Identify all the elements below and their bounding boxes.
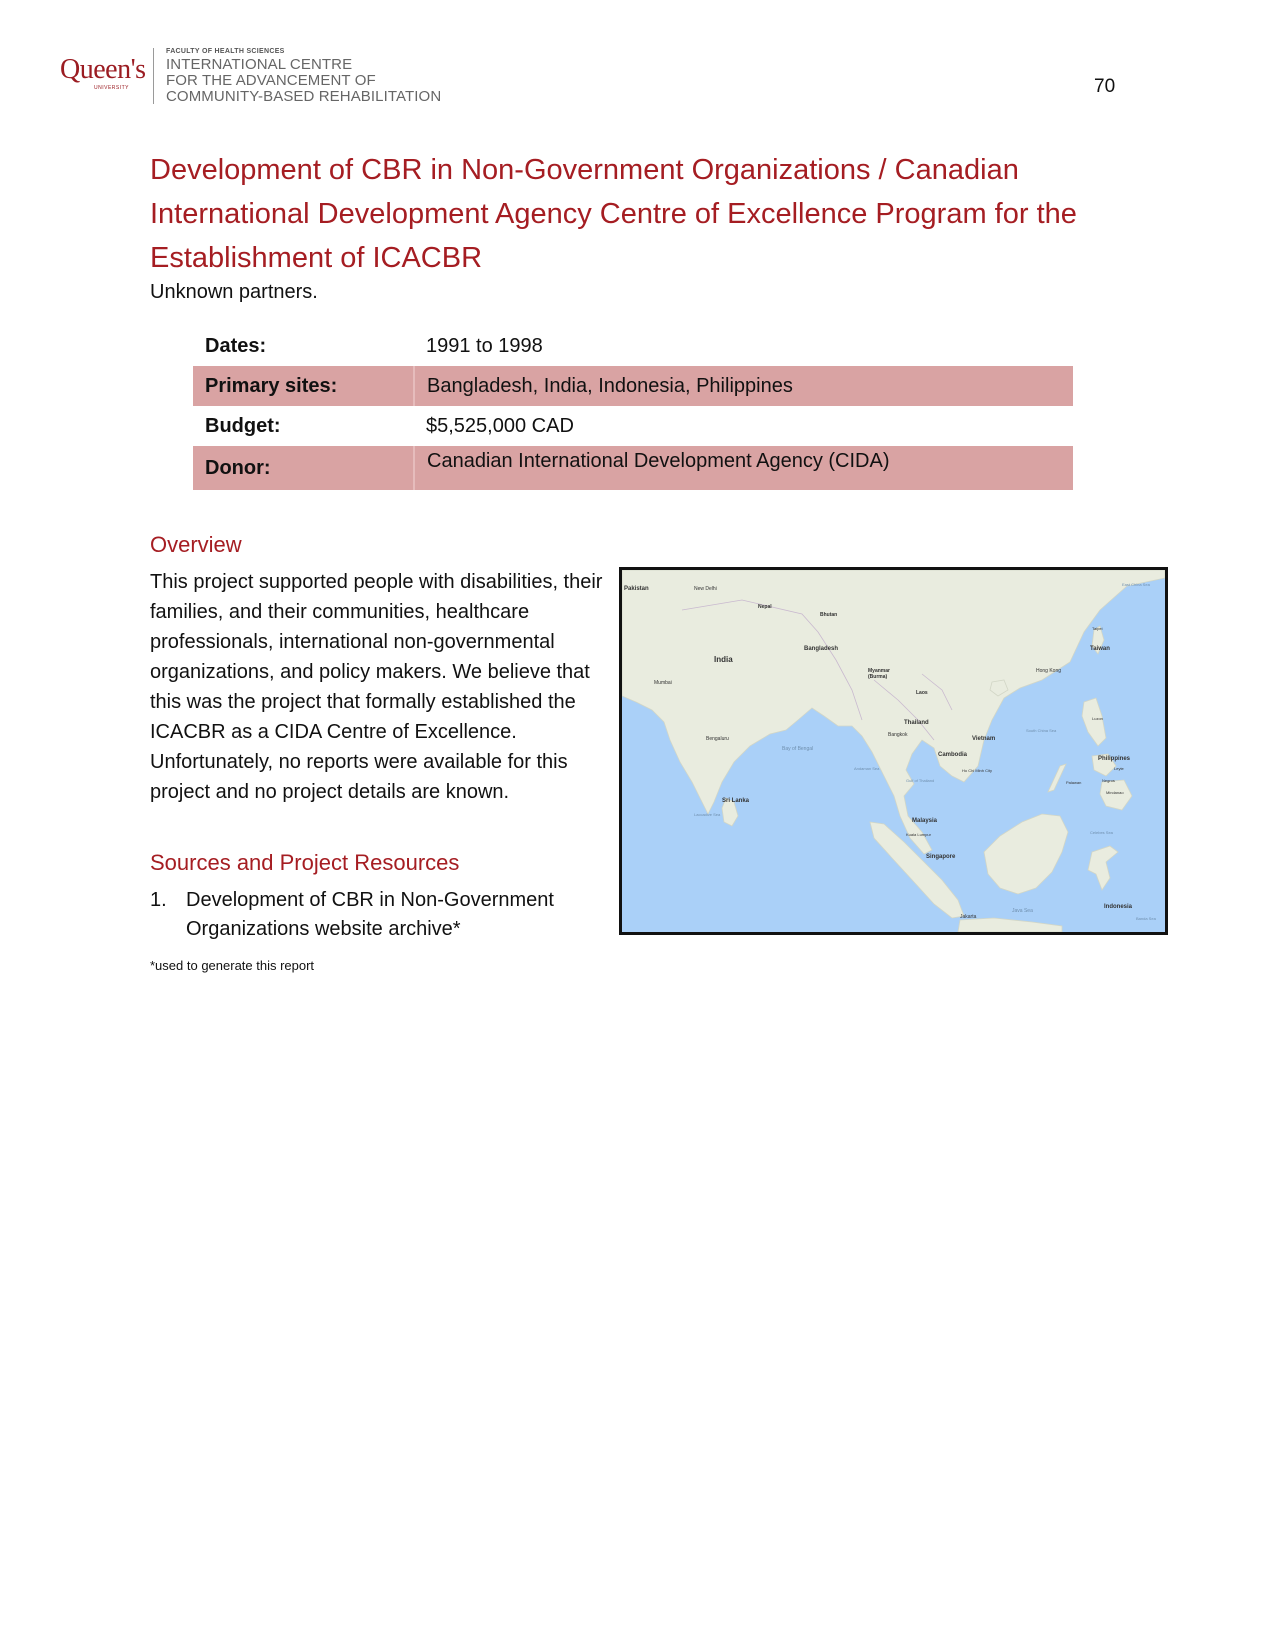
partners-note: Unknown partners. bbox=[150, 281, 318, 303]
map-label-laccadive-sea: Laccadive Sea bbox=[694, 812, 721, 817]
map-label-east-china-sea: East China Sea bbox=[1122, 582, 1150, 587]
map-label-hong-kong: Hong Kong bbox=[1036, 668, 1062, 674]
resources-heading: Sources and Project Resources bbox=[150, 850, 460, 875]
map-label-burma: (Burma) bbox=[868, 674, 888, 680]
queens-logo-subtext: UNIVERSITY bbox=[94, 85, 130, 91]
info-row-sites bbox=[193, 366, 1073, 406]
map-label-bengaluru: Bengaluru bbox=[706, 736, 729, 742]
info-label: Budget: bbox=[205, 414, 281, 437]
project-title: Development of CBR in Non-Government Organizations / Canadian International Development Agency Centre of Excellence Program for the Establishment of ICACBR bbox=[150, 154, 1077, 274]
map-label-singapore: Singapore bbox=[926, 854, 956, 860]
map-label-vietnam: Vietnam bbox=[972, 736, 996, 742]
map-label-palawan: Palawan bbox=[1066, 780, 1082, 785]
map-label-sri-lanka: Sri Lanka bbox=[722, 798, 750, 804]
info-value: $5,525,000 CAD bbox=[426, 414, 574, 437]
map-label-thailand: Thailand bbox=[904, 720, 929, 726]
map-label-ho-chi-minh: Ho Chi Minh City bbox=[962, 768, 993, 773]
map-label-bay-of-bengal: Bay of Bengal bbox=[782, 746, 814, 752]
resource-item bbox=[150, 886, 610, 944]
map-label-south-china-sea: South China Sea bbox=[1026, 728, 1057, 733]
centre-name-line: INTERNATIONAL CENTRE bbox=[166, 56, 353, 73]
map-label-cambodia: Cambodia bbox=[938, 752, 968, 758]
resource-number: 1. bbox=[150, 889, 167, 911]
map-label-new-delhi: New Delhi bbox=[694, 586, 717, 592]
map-label-taiwan: Taiwan bbox=[1090, 646, 1110, 652]
header-divider bbox=[153, 48, 154, 104]
map-label-india: India bbox=[714, 655, 733, 664]
map-label-mindanao: Mindanao bbox=[1106, 790, 1124, 795]
south-asia-map bbox=[619, 567, 1168, 935]
map-label-myanmar: Myanmar bbox=[868, 668, 890, 674]
info-value: 1991 to 1998 bbox=[426, 334, 543, 357]
map-graphic bbox=[622, 570, 1165, 932]
queens-logo: Queen's bbox=[60, 54, 146, 85]
map-label-java-sea: Java Sea bbox=[1012, 908, 1033, 914]
map-label-negros: Negros bbox=[1102, 778, 1115, 783]
map-label-nepal: Nepal bbox=[758, 604, 772, 610]
project-info-table bbox=[193, 326, 1073, 490]
map-label-malaysia: Malaysia bbox=[912, 818, 938, 824]
map-label-philippines: Philippines bbox=[1098, 756, 1131, 762]
overview-text: This project supported people with disabilities, their families, and their communities, healthcare professionals, international non-governmental organizations, and policy makers. We believe that this was the project that formally established the ICACBR as a CIDA Centre of Excellence. Unfortunately, no reports were available for this project and no project details are known. bbox=[150, 571, 603, 803]
map-label-banda-sea: Banda Sea bbox=[1136, 916, 1156, 921]
info-row-dates bbox=[193, 326, 1073, 366]
map-label-luzon: Luzon bbox=[1092, 716, 1103, 721]
map-label-laos: Laos bbox=[916, 690, 928, 696]
map-label-pakistan: Pakistan bbox=[624, 586, 649, 592]
map-label-bhutan: Bhutan bbox=[820, 612, 838, 618]
faculty-label: FACULTY OF HEALTH SCIENCES bbox=[166, 48, 285, 55]
info-row-donor bbox=[193, 446, 1073, 490]
map-label-gulf-of-thailand: Gulf of Thailand bbox=[906, 778, 935, 783]
centre-name bbox=[166, 57, 441, 105]
map-label-bangkok: Bangkok bbox=[888, 732, 908, 738]
overview-heading: Overview bbox=[150, 532, 242, 557]
map-label-bangladesh: Bangladesh bbox=[804, 646, 839, 652]
centre-name-line: COMMUNITY-BASED REHABILITATION bbox=[166, 88, 442, 105]
map-label-jakarta: Jakarta bbox=[960, 914, 977, 920]
info-value: Bangladesh, India, Indonesia, Philippines bbox=[414, 366, 1073, 406]
centre-name-line: FOR THE ADVANCEMENT OF bbox=[166, 72, 376, 89]
info-label: Primary sites: bbox=[193, 366, 414, 406]
page-number: 70 bbox=[1094, 76, 1116, 97]
map-label-andaman-sea: Andaman Sea bbox=[854, 766, 880, 771]
map-label-mumbai: Mumbai bbox=[654, 680, 672, 686]
info-value: Canadian International Development Agency (CIDA) bbox=[414, 446, 1073, 490]
map-label-celebes-sea: Celebes Sea bbox=[1090, 830, 1113, 835]
footnote: *used to generate this report bbox=[150, 958, 315, 973]
map-label-indonesia: Indonesia bbox=[1104, 904, 1133, 910]
info-label: Donor: bbox=[193, 446, 414, 490]
map-label-taipei: Taipei bbox=[1092, 626, 1103, 631]
info-label: Dates: bbox=[205, 334, 267, 357]
info-row-budget bbox=[193, 406, 1073, 446]
resources-list bbox=[150, 886, 610, 944]
map-label-kuala-lumpur: Kuala Lumpur bbox=[906, 832, 931, 837]
resource-text: Development of CBR in Non-Government Organizations website archive* bbox=[186, 889, 554, 940]
map-label-leyte: Leyte bbox=[1114, 766, 1124, 771]
